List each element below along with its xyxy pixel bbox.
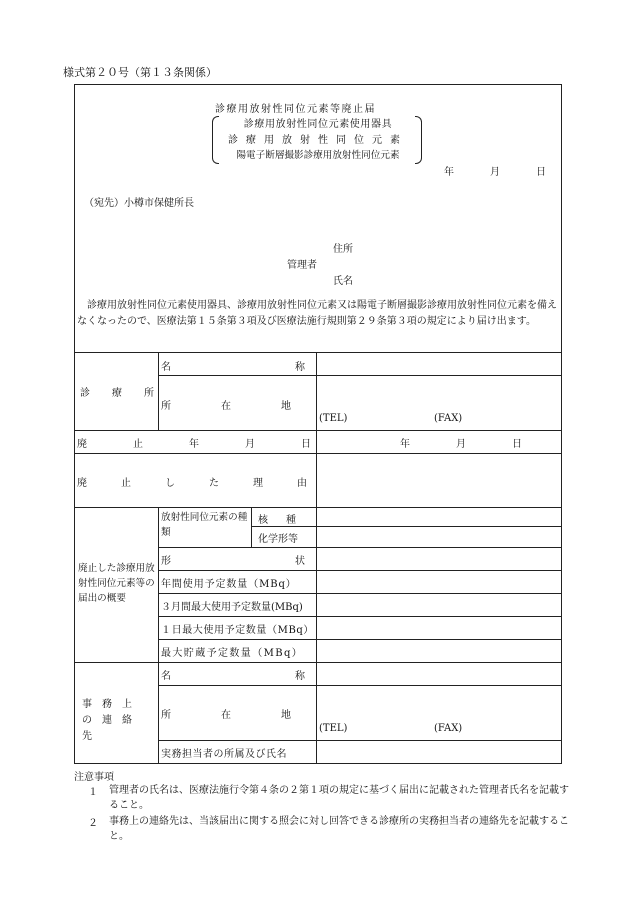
address-label: 住所 bbox=[333, 244, 353, 255]
contact-fax-label: (FAX) bbox=[434, 723, 463, 734]
date-month-label: 月 bbox=[490, 167, 500, 178]
table-line bbox=[158, 507, 159, 763]
table-line bbox=[74, 507, 562, 508]
title-bracket-right bbox=[415, 116, 422, 164]
abolition-year: 年 bbox=[400, 439, 410, 450]
isotope-type-label: 放射性同位元素の種類 bbox=[161, 512, 248, 538]
table-line bbox=[158, 740, 562, 741]
table-line bbox=[158, 685, 562, 686]
name-label: 氏名 bbox=[333, 276, 353, 287]
table-line bbox=[74, 453, 562, 454]
manager-label: 管理者 bbox=[287, 260, 317, 271]
table-line bbox=[74, 662, 562, 663]
abolition-date-label: 廃止年月日 bbox=[77, 439, 357, 450]
summary-label: 廃止した診療用放射性同位元素等の届出の概要 bbox=[78, 563, 155, 604]
note-text: 管理者の氏名は、医療法施行令第４条の２第１項の規定に基づく届出に記載された管理者氏名を記載すること。 bbox=[109, 785, 569, 811]
date-year-label: 年 bbox=[444, 167, 454, 178]
frame-top bbox=[74, 84, 562, 85]
table-line bbox=[158, 547, 562, 548]
shape-label: 形状 bbox=[161, 556, 429, 567]
max-storage-label: 最大貯蔵予定数量（MBq） bbox=[161, 648, 304, 659]
contact-name-label: 名称 bbox=[161, 671, 429, 682]
note-text: 事務上の連絡先は、当該届出に関する照会に対し回答できる診療所の実務担当者の連絡先を記載すること。 bbox=[109, 816, 569, 842]
annual-qty-label: 年間使用予定数量（MBq） bbox=[161, 579, 297, 590]
abolition-day: 日 bbox=[512, 439, 522, 450]
title-bracket-left bbox=[212, 116, 219, 164]
form-number: 様式第２０号（第１３条関係） bbox=[63, 66, 217, 79]
chemical-form-label: 化学形等 bbox=[258, 534, 298, 545]
table-line bbox=[158, 616, 562, 617]
abolition-reason-label: 廃止した理由 bbox=[77, 478, 341, 489]
clinic-label: 診療所 bbox=[80, 388, 176, 399]
notes-heading: 注意事項 bbox=[74, 772, 114, 783]
table-line bbox=[74, 352, 562, 353]
contact-tel-label: (TEL) bbox=[319, 723, 348, 734]
title-option-1: 診療用放射性同位元素使用器具 bbox=[243, 119, 393, 130]
clinic-tel-label: (TEL) bbox=[319, 413, 348, 424]
table-line bbox=[158, 570, 562, 571]
addressee: （宛先）小樽市保健所長 bbox=[84, 198, 194, 209]
title-option-2: 診療用放射性同位元素 bbox=[228, 135, 408, 146]
table-line bbox=[158, 375, 562, 376]
table-line bbox=[158, 593, 562, 594]
table-line bbox=[74, 430, 562, 431]
title-option-3: 陽電子断層撮影診療用放射性同位元素 bbox=[236, 150, 400, 161]
table-line bbox=[74, 763, 562, 764]
note-number: １ bbox=[88, 787, 98, 798]
abolition-month: 月 bbox=[456, 439, 466, 450]
clinic-fax-label: (FAX) bbox=[434, 413, 463, 424]
date-day-label: 日 bbox=[536, 167, 546, 178]
form-title: 診療用放射性同位元素等廃止届 bbox=[215, 104, 376, 115]
three-month-qty-label: ３月間最大使用予定数量(MBq) bbox=[161, 602, 303, 613]
table-line bbox=[158, 639, 562, 640]
contact-label: 事務上の連絡先 bbox=[82, 699, 142, 742]
person-in-charge-label: 実務担当者の所属及び氏名 bbox=[161, 749, 287, 760]
contact-location-label: 所在地 bbox=[161, 710, 341, 721]
nuclide-label: 核種 bbox=[258, 515, 314, 526]
note-number: ２ bbox=[88, 818, 98, 829]
daily-qty-label: １日最大使用予定数量（MBq） bbox=[161, 625, 314, 636]
table-line bbox=[251, 526, 562, 527]
clinic-name-label: 名称 bbox=[161, 362, 429, 373]
clinic-location-label: 所在地 bbox=[161, 401, 341, 412]
statement-text: 診療用放射性同位元素使用器具、診療用放射性同位元素又は陽電子断層撮影診療用放射性同位元素を備えなくなったので、医療法第１５条第３項及び医療法施行規則第２９条第３項の規定により届け出ます。 bbox=[77, 300, 557, 327]
